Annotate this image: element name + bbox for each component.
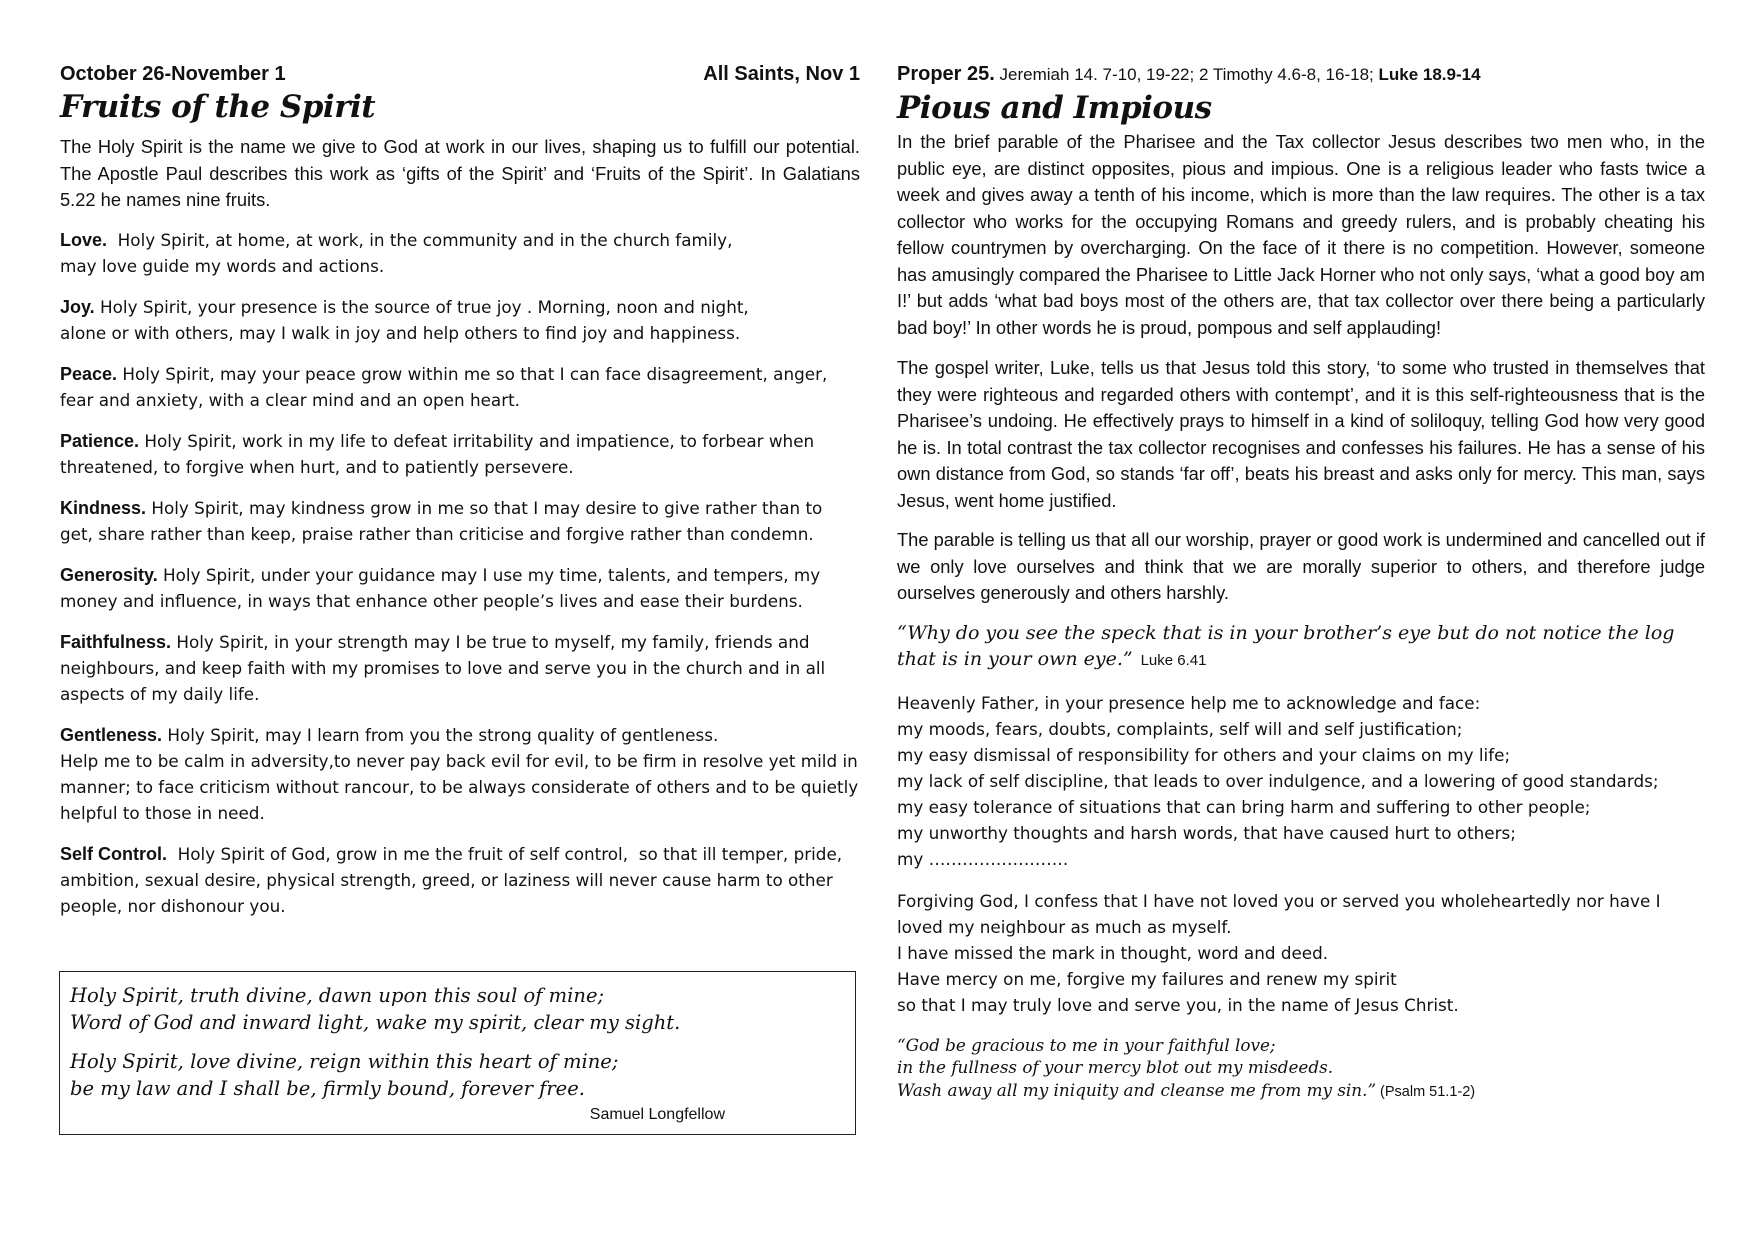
fruit-name: Joy. bbox=[60, 296, 95, 317]
scripture-quote bbox=[897, 620, 1705, 674]
fruit-text: Holy Spirit, under your guidance may I use my time, talents, and tempers, my money and influence, in ways that enhance other people’s lives and ease their burdens. bbox=[60, 564, 821, 611]
fruit-name: Self Control. bbox=[60, 843, 167, 864]
feast-label: All Saints, Nov 1 bbox=[703, 63, 860, 85]
reflection-paragraph: The gospel writer, Luke, tells us that Jesus told this story, ‘to some who trusted in themselves that they were righteous and regarded others with contempt’, and it is this self-righteousness that is the Pharisee’s undoing. He effectively prays to himself in a kind of soliloquy, telling God how very good he is. In total contrast the tax collector recognises and confesses his failures. He has a sense of his own distance from God, so stands ‘far off’, beats his breast and asks only for mercy. This man, says Jesus, went home justified. bbox=[897, 357, 1705, 511]
prayer-line: so that I may truly love and serve you, in the name of Jesus Christ. bbox=[897, 994, 1459, 1015]
prayer-line: Have mercy on me, forgive my failures and renew my spirit bbox=[897, 968, 1397, 989]
right-column bbox=[897, 60, 1705, 1103]
prayer-line: Heavenly Father, in your presence help me to acknowledge and face: bbox=[897, 692, 1481, 713]
fruit-kindness bbox=[60, 495, 860, 547]
prayer-line: my ……………………. bbox=[897, 848, 1069, 869]
fruit-text: alone or with others, may I walk in joy and help others to find joy and happiness. bbox=[60, 322, 741, 343]
fruit-text: Help me to be calm in adversity,to never pay back evil for evil, to be firm in resolve yet mild in manner; to face criticism without rancour, to be always considerate of others and to be quietly helpful to those in need. bbox=[60, 750, 859, 823]
gospel-reading: Luke 18.9-14 bbox=[1378, 65, 1481, 84]
fruit-name: Peace. bbox=[60, 363, 118, 384]
hymn-author: Samuel Longfellow bbox=[589, 1106, 725, 1123]
left-header bbox=[60, 60, 860, 88]
psalm-quote bbox=[897, 1034, 1705, 1104]
fruit-name: Patience. bbox=[60, 430, 140, 451]
fruit-self-control bbox=[60, 841, 860, 919]
fruit-gentleness bbox=[60, 722, 860, 826]
fruit-text: may love guide my words and actions. bbox=[60, 255, 385, 276]
left-column bbox=[60, 60, 860, 934]
intro-paragraph: The Holy Spirit is the name we give to God at work in our lives, shaping us to fulfill our potential. The Apostle Paul describes this work as ‘gifts of the Spirit’ and ‘Fruits of the Spirit’. In Galatians 5.22 he names nine fruits. bbox=[60, 136, 860, 210]
prayer-line: I have missed the mark in thought, word and deed. bbox=[897, 942, 1329, 963]
fruit-text: Holy Spirit, at home, at work, in the community and in the church family, bbox=[107, 229, 733, 250]
right-title: Pious and Impious bbox=[897, 90, 1212, 126]
prayer-acknowledge bbox=[897, 690, 1705, 872]
hymn-line: Holy Spirit, truth divine, dawn upon this soul of mine; bbox=[70, 984, 605, 1007]
hymn-line: Holy Spirit, love divine, reign within this heart of mine; bbox=[70, 1050, 619, 1073]
prayer-line: my lack of self discipline, that leads to over indulgence, and a lowering of good standards; bbox=[897, 770, 1659, 791]
fruit-faithfulness bbox=[60, 629, 860, 707]
quote-text: “Why do you see the speck that is in your brother’s eye but do not notice the log that is in your own eye.” bbox=[897, 621, 1675, 670]
fruit-text: Holy Spirit, in your strength may I be true to myself, my family, friends and neighbours, and keep faith with my promises to love and serve you in the church and in all aspects of my daily life. bbox=[60, 631, 826, 704]
fruits-list bbox=[60, 227, 860, 919]
prayer-line: my easy tolerance of situations that can bring harm and suffering to other people; bbox=[897, 796, 1591, 817]
fruit-generosity bbox=[60, 562, 860, 614]
hymn-stanza bbox=[70, 982, 855, 1036]
proper-header bbox=[897, 60, 1705, 89]
psalm-line: Wash away all my iniquity and cleanse me from my sin.” bbox=[897, 1079, 1377, 1100]
fruit-name: Gentleness. bbox=[60, 724, 163, 745]
fruit-text: Holy Spirit, may I learn from you the strong quality of gentleness. bbox=[162, 724, 719, 745]
readings: Jeremiah 14. 7-10, 19-22; 2 Timothy 4.6-8, 16-18; bbox=[994, 65, 1379, 84]
fruit-name: Love. bbox=[60, 229, 108, 250]
fruit-name: Generosity. bbox=[60, 564, 158, 585]
fruit-text: Holy Spirit, work in my life to defeat irritability and impatience, to forbear when threatened, to forgive when hurt, and to patiently persevere. bbox=[60, 430, 815, 477]
fruit-text: Holy Spirit, may your peace grow within me so that I can face disagreement, anger, fear and anxiety, with a clear mind and an open heart. bbox=[60, 363, 828, 410]
prayer-confession bbox=[897, 888, 1705, 1018]
proper-label: Proper 25. bbox=[897, 63, 995, 85]
hymn-stanza bbox=[70, 1048, 855, 1102]
quote-reference: Luke 6.41 bbox=[1140, 651, 1207, 669]
fruit-joy bbox=[60, 294, 860, 346]
prayer-line: my easy dismissal of responsibility for others and your claims on my life; bbox=[897, 744, 1511, 765]
fruit-patience bbox=[60, 428, 860, 480]
prayer-line: my unworthy thoughts and harsh words, that have caused hurt to others; bbox=[897, 822, 1516, 843]
hymn-box bbox=[59, 971, 856, 1135]
fruit-love bbox=[60, 227, 860, 279]
reflection-paragraph: In the brief parable of the Pharisee and the Tax collector Jesus describes two men who, in the public eye, are distinct opposites, pious and impious. One is a religious leader who fasts twice a week and gives away a tenth of his income, which is more than the law requires. The other is a tax collector who works for the occupying Romans and greedy rulers, and is probably cheating his fellow countrymen by overcharging. On the face of it there is no competition. However, someone has amusingly compared the Pharisee to Little Jack Horner who not only says, ‘what a good boy am I!’ but adds ‘what bad boys most of the others are, that tax collector over there being a particularly bad boy!’ In other words he is proud, pompous and self applauding! bbox=[897, 131, 1705, 338]
left-title: Fruits of the Spirit bbox=[60, 89, 376, 125]
psalm-reference: (Psalm 51.1-2) bbox=[1380, 1083, 1476, 1100]
reflection-paragraph: The parable is telling us that all our worship, prayer or good work is undermined and cancelled out if we only love ourselves and think that we are morally superior to others, and therefore judge ourselves generously and others harshly. bbox=[897, 529, 1705, 603]
prayer-line: my moods, fears, doubts, complaints, self will and self justification; bbox=[897, 718, 1463, 739]
prayer-line: Forgiving God, I confess that I have not loved you or served you wholeheartedly nor have I loved my neighbour as much as myself. bbox=[897, 890, 1661, 937]
psalm-line: “God be gracious to me in your faithful love; bbox=[897, 1034, 1276, 1055]
fruit-name: Kindness. bbox=[60, 497, 147, 518]
hymn-line: Word of God and inward light, wake my spirit, clear my sight. bbox=[70, 1011, 681, 1034]
fruit-text: Holy Spirit of God, grow in me the fruit of self control, so that ill temper, pride, ambition, sexual desire, physical strength, greed, or laziness will never cause harm to other people, nor dishonour you. bbox=[60, 843, 848, 916]
fruit-name: Faithfulness. bbox=[60, 631, 172, 652]
fruit-peace bbox=[60, 361, 860, 413]
hymn-line: be my law and I shall be, firmly bound, forever free. bbox=[70, 1077, 585, 1100]
fruit-text: Holy Spirit, may kindness grow in me so that I may desire to give rather than to get, share rather than keep, praise rather than criticise and forgive rather than condemn. bbox=[60, 497, 823, 544]
psalm-line: in the fullness of your mercy blot out my misdeeds. bbox=[897, 1057, 1334, 1077]
fruit-text: Holy Spirit, your presence is the source of true joy . Morning, noon and night, bbox=[94, 296, 749, 317]
date-range: October 26-November 1 bbox=[60, 63, 286, 85]
